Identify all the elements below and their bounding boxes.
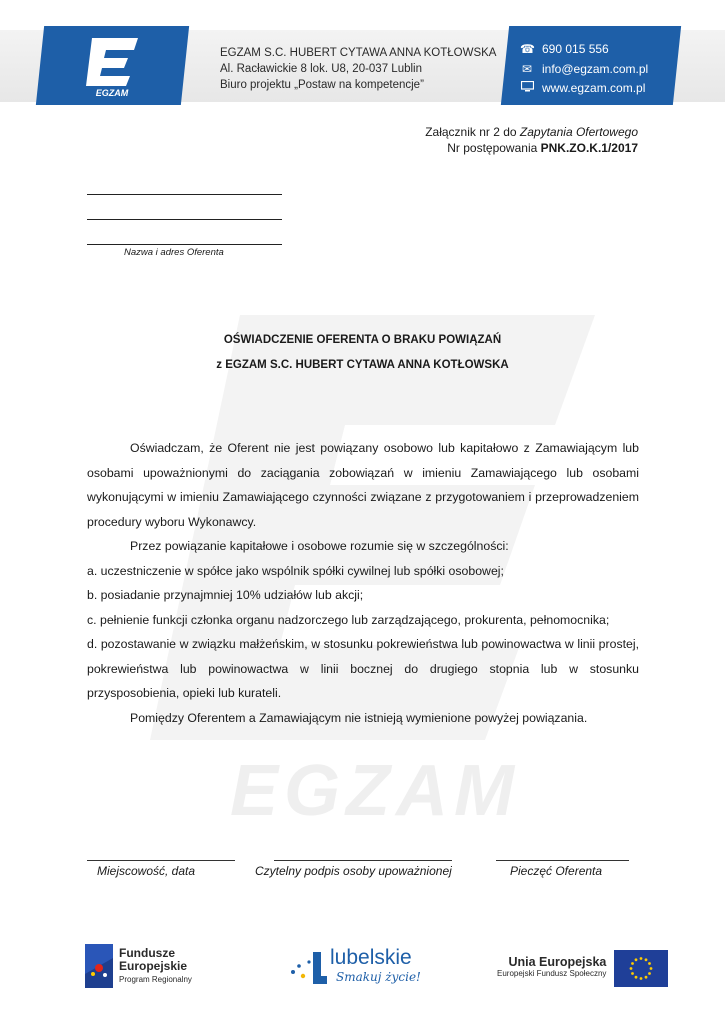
lubelskie-text: lubelskie bbox=[330, 946, 412, 969]
phone-icon: ☎ bbox=[520, 42, 535, 56]
attachment-line bbox=[425, 124, 638, 140]
proceeding-line bbox=[425, 140, 638, 156]
document-body bbox=[87, 436, 639, 730]
egzam-logo-icon bbox=[82, 34, 142, 98]
body-item-d: d. pozostawanie w związku małżeńskim, w stosunku pokrewieństwa lub powinowactwa w linii prostej, pokrewieństwa lub powinowactwa w linii bocznej do drugiego stopnia lub w stosunku przysposobienia, opieki lub kurateli. bbox=[87, 637, 639, 700]
contact-website: www.egzam.com.pl bbox=[542, 81, 646, 95]
contact-web-row bbox=[520, 79, 648, 99]
stamp-caption: Pieczęć Oferenta bbox=[510, 864, 603, 878]
unia-europejska-text bbox=[497, 955, 606, 978]
monitor-icon bbox=[520, 79, 534, 99]
body-item-a: a. uczestniczenie w spółce jako wspólnik spółki cywilnej lub spółki osobowej; bbox=[87, 563, 504, 578]
contact-phone: 690 015 556 bbox=[542, 42, 609, 56]
attachment-doc: Zapytania Ofertowego bbox=[519, 125, 638, 139]
proceeding-number: PNK.ZO.K.1/2017 bbox=[540, 141, 638, 155]
fe-line1: Fundusze bbox=[119, 946, 175, 960]
company-address: Al. Racławickie 8 lok. U8, 20-037 Lublin bbox=[220, 63, 422, 75]
company-name: EGZAM S.C. HUBERT CYTAWA ANNA KOTŁOWSKA bbox=[220, 47, 497, 59]
place-date-caption: Miejscowość, data bbox=[97, 864, 196, 878]
contact-email: info@egzam.com.pl bbox=[542, 61, 649, 76]
company-info bbox=[220, 45, 496, 93]
bidder-caption: Nazwa i adres Oferenta bbox=[124, 247, 224, 258]
document-title-line1: OŚWIADCZENIE OFERENTA O BRAKU POWIĄZAŃ bbox=[223, 334, 502, 346]
bidder-line-1 bbox=[87, 194, 282, 195]
contact-email-row bbox=[520, 60, 648, 80]
ue-sub: Europejski Fundusz Społeczny bbox=[497, 969, 607, 978]
place-date-line bbox=[87, 860, 235, 861]
lubelskie-slogan: Smakuj życie! bbox=[336, 970, 421, 984]
body-item-c: c. pełnienie funkcji członka organu nadzorczego lub zarządzającego, prokurenta, pełnomocnika; bbox=[87, 612, 610, 627]
project-name: Biuro projektu „Postaw na kompetencje” bbox=[220, 79, 424, 91]
document-title-line2: z EGZAM S.C. HUBERT CYTAWA ANNA KOTŁOWSKA bbox=[216, 359, 509, 371]
signature-caption: Czytelny podpis osoby upoważnionej bbox=[255, 864, 452, 878]
attachment-reference bbox=[425, 124, 638, 156]
attachment-prefix: Załącznik nr 2 do bbox=[425, 125, 520, 139]
signature-line bbox=[274, 860, 452, 861]
bidder-line-2 bbox=[87, 219, 282, 220]
proceeding-prefix: Nr postępowania bbox=[447, 141, 541, 155]
body-paragraph-3: Pomiędzy Oferentem a Zamawiającym nie istnieją wymienione powyżej powiązania. bbox=[130, 710, 588, 725]
fe-sub: Program Regionalny bbox=[119, 975, 192, 984]
envelope-icon: ✉ bbox=[521, 61, 533, 76]
contact-info bbox=[520, 40, 648, 99]
contact-phone-row bbox=[520, 40, 648, 60]
fundusze-europejskie-logo-icon bbox=[85, 944, 113, 988]
eu-stars-icon bbox=[614, 950, 668, 987]
logo-text: EGZAM bbox=[95, 88, 129, 98]
ue-title: Unia Europejska bbox=[508, 955, 607, 969]
eu-flag-icon bbox=[614, 950, 668, 987]
body-paragraph-1: Oświadczam, że Oferent nie jest powiązany osobowo lub kapitałowo z Zamawiającym lub osobami upoważnionymi do zaciągania zobowiązań w imieniu Zamawiającego lub osobami wykonującymi w imieniu Zamawiającego czynności związane z przygotowaniem i przeprowadzeniem procedury wyboru Wykonawcy. bbox=[87, 441, 639, 529]
body-item-b: b. posiadanie przynajmniej 10% udziałów lub akcji; bbox=[87, 588, 364, 602]
lubelskie-logo-icon bbox=[287, 950, 327, 986]
body-paragraph-2: Przez powiązanie kapitałowe i osobowe rozumie się w szczególności: bbox=[130, 539, 509, 553]
stamp-line bbox=[496, 860, 629, 861]
fundusze-europejskie-text bbox=[119, 947, 192, 986]
bidder-line-3 bbox=[87, 244, 282, 245]
fe-line2: Europejskie bbox=[119, 959, 188, 973]
watermark-text: EGZAM bbox=[230, 751, 520, 830]
